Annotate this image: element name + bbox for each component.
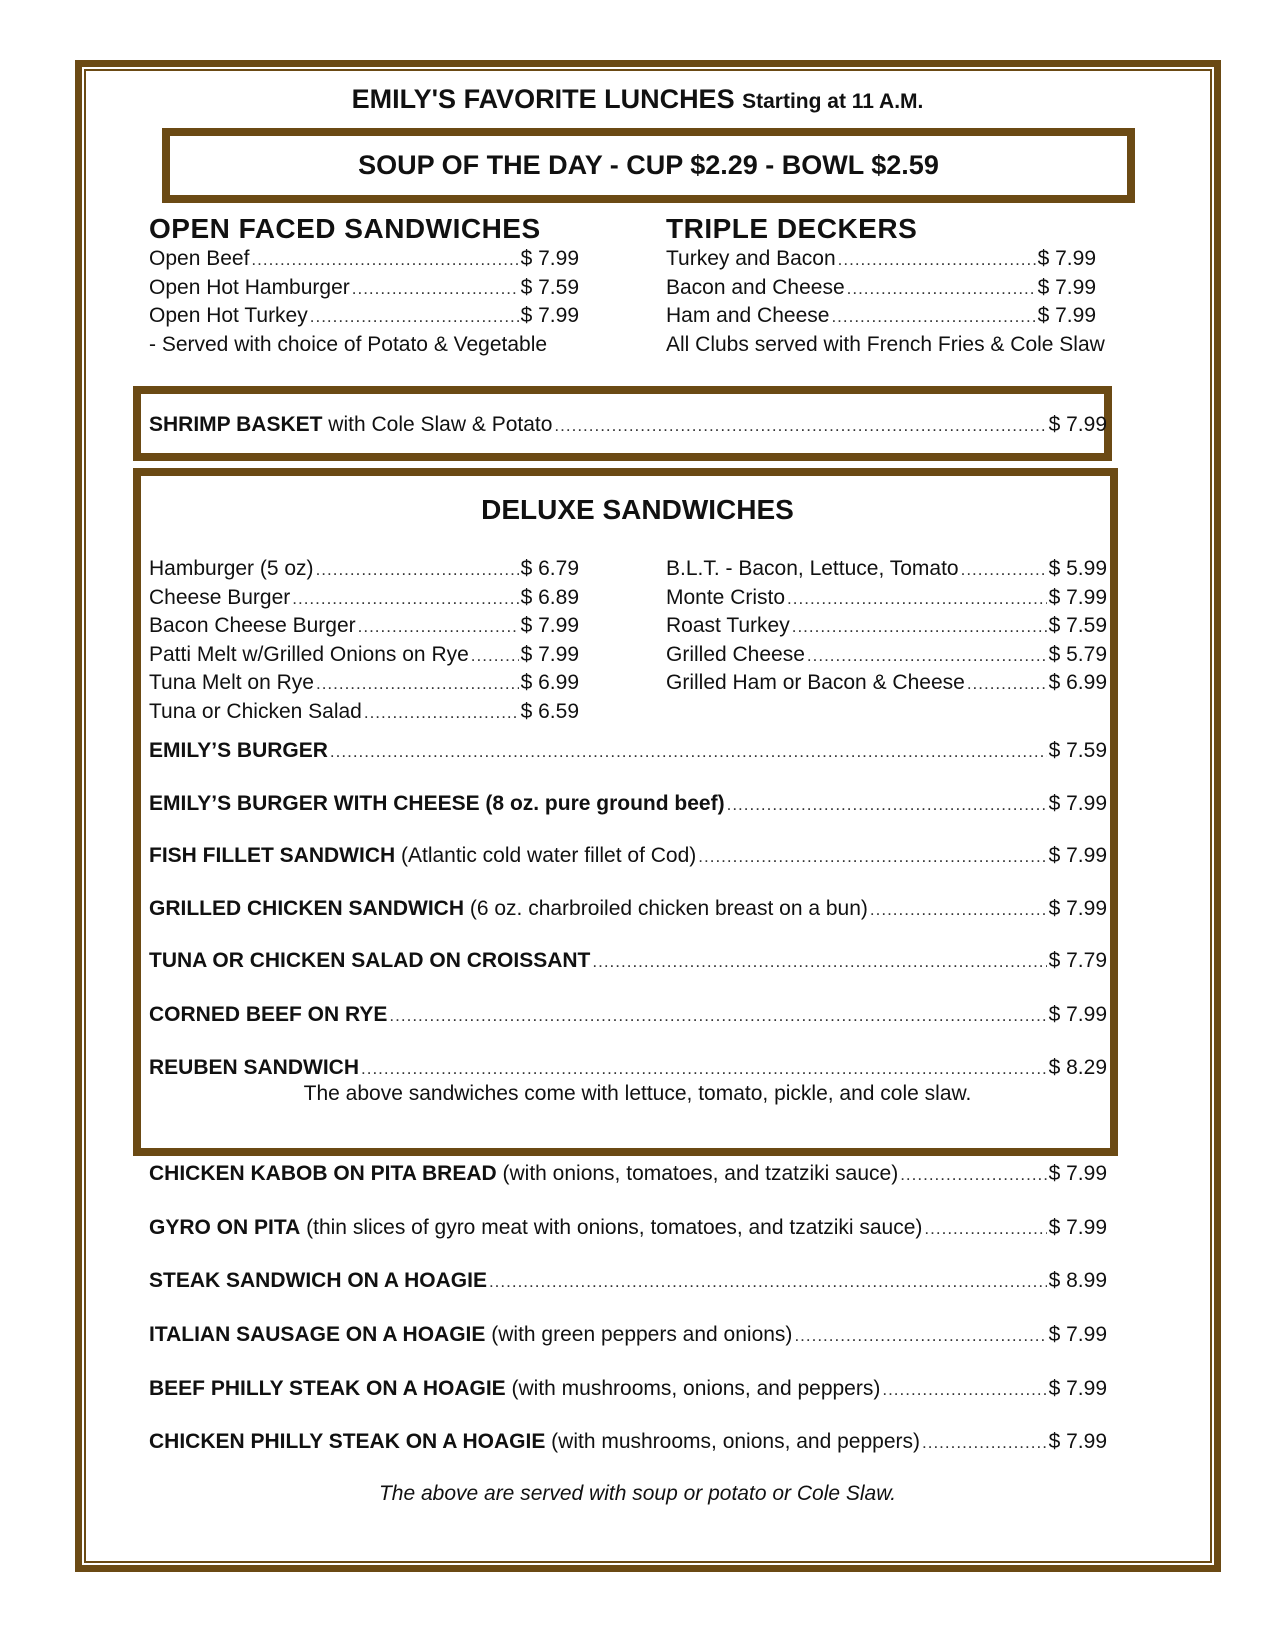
menu-item: Grilled Cheese ..... $ 5.79 <box>666 641 1107 670</box>
menu-item: CHICKEN KABOB ON PITA BREAD (with onions, tomatoes, and tzatziki sauce) ..... $ 7.99 <box>149 1160 1107 1189</box>
deluxe-heading: DELUXE SANDWICHES <box>481 494 794 525</box>
menu-item: Open Hot Turkey ..... $ 7.99 <box>149 302 579 331</box>
menu-item: Patti Melt w/Grilled Onions on Rye ..... $ 7.99 <box>149 641 579 670</box>
open-faced-section <box>149 213 579 358</box>
menu-title <box>0 84 1275 115</box>
menu-item: Bacon Cheese Burger ..... $ 7.99 <box>149 612 579 641</box>
deluxe-left-column <box>149 555 579 726</box>
triple-deckers-section <box>666 213 1105 358</box>
menu-item: Ham and Cheese ..... $ 7.99 <box>666 302 1096 331</box>
menu-item: Hamburger (5 oz) ..... $ 6.79 <box>149 555 579 584</box>
menu-item: GYRO ON PITA (thin slices of gyro meat with onions, tomatoes, and tzatziki sauce) ..... $ 7.99 <box>149 1214 1107 1243</box>
menu-item: FISH FILLET SANDWICH (Atlantic cold water fillet of Cod) ..... $ 7.99 <box>149 842 1107 871</box>
menu-item: Open Hot Hamburger ..... $ 7.59 <box>149 274 579 303</box>
menu-item: BEEF PHILLY STEAK ON A HOAGIE (with mushrooms, onions, and peppers) ..... $ 7.99 <box>149 1375 1107 1404</box>
menu-item: Grilled Ham or Bacon & Cheese ..... $ 6.99 <box>666 669 1107 698</box>
open-faced-heading: OPEN FACED SANDWICHES <box>149 213 541 244</box>
menu-item: Bacon and Cheese ..... $ 7.99 <box>666 274 1096 303</box>
menu-subtitle: Starting at 11 A.M. <box>742 90 924 113</box>
menu-item: STEAK SANDWICH ON A HOAGIE ..... $ 8.99 <box>149 1267 1107 1296</box>
triple-deckers-heading: TRIPLE DECKERS <box>666 213 918 244</box>
menu-item: ITALIAN SAUSAGE ON A HOAGIE (with green peppers and onions) ..... $ 7.99 <box>149 1321 1107 1350</box>
triple-deckers-note: All Clubs served with French Fries & Cole Slaw <box>666 332 1105 356</box>
menu-item: B.L.T. - Bacon, Lettuce, Tomato ..... $ 5.99 <box>666 555 1107 584</box>
open-faced-note: - Served with choice of Potato & Vegetable <box>149 332 548 356</box>
soup-of-the-day-text: SOUP OF THE DAY - CUP $2.29 - BOWL $2.59 <box>358 150 939 180</box>
menu-item: CORNED BEEF ON RYE ..... $ 7.99 <box>149 1001 1107 1030</box>
soup-of-the-day-box <box>162 128 1135 203</box>
menu-item: Open Beef ..... $ 7.99 <box>149 245 579 274</box>
menu-item: CHICKEN PHILLY STEAK ON A HOAGIE (with mushrooms, onions, and peppers) ..... $ 7.99 <box>149 1428 1107 1457</box>
menu-item: Tuna Melt on Rye ..... $ 6.99 <box>149 669 579 698</box>
shrimp-basket-item: SHRIMP BASKET with Cole Slaw & Potato ..... $ 7.99 <box>149 411 1107 440</box>
pita-hoagie-note: The above are served with soup or potato or Cole Slaw. <box>378 1482 897 1505</box>
menu-item: REUBEN SANDWICH ..... $ 8.29 <box>149 1054 1107 1083</box>
menu-item: TUNA OR CHICKEN SALAD ON CROISSANT ..... $ 7.79 <box>149 947 1107 976</box>
menu-item: EMILY’S BURGER ..... $ 7.59 <box>149 737 1107 766</box>
menu-item: Cheese Burger ..... $ 6.89 <box>149 584 579 613</box>
menu-item: Turkey and Bacon ..... $ 7.99 <box>666 245 1096 274</box>
menu-item: Monte Cristo ..... $ 7.99 <box>666 584 1107 613</box>
menu-item: GRILLED CHICKEN SANDWICH (6 oz. charbroiled chicken breast on a bun) ..... $ 7.99 <box>149 895 1107 924</box>
menu-title-text: EMILY'S FAVORITE LUNCHES <box>351 84 735 114</box>
menu-item: EMILY’S BURGER WITH CHEESE (8 oz. pure ground beef) ..... $ 7.99 <box>149 790 1107 819</box>
menu-item: Roast Turkey ..... $ 7.59 <box>666 612 1107 641</box>
deluxe-note: The above sandwiches come with lettuce, tomato, pickle, and cole slaw. <box>303 1082 972 1105</box>
menu-item: Tuna or Chicken Salad ..... $ 6.59 <box>149 698 579 727</box>
deluxe-right-column <box>666 555 1107 698</box>
